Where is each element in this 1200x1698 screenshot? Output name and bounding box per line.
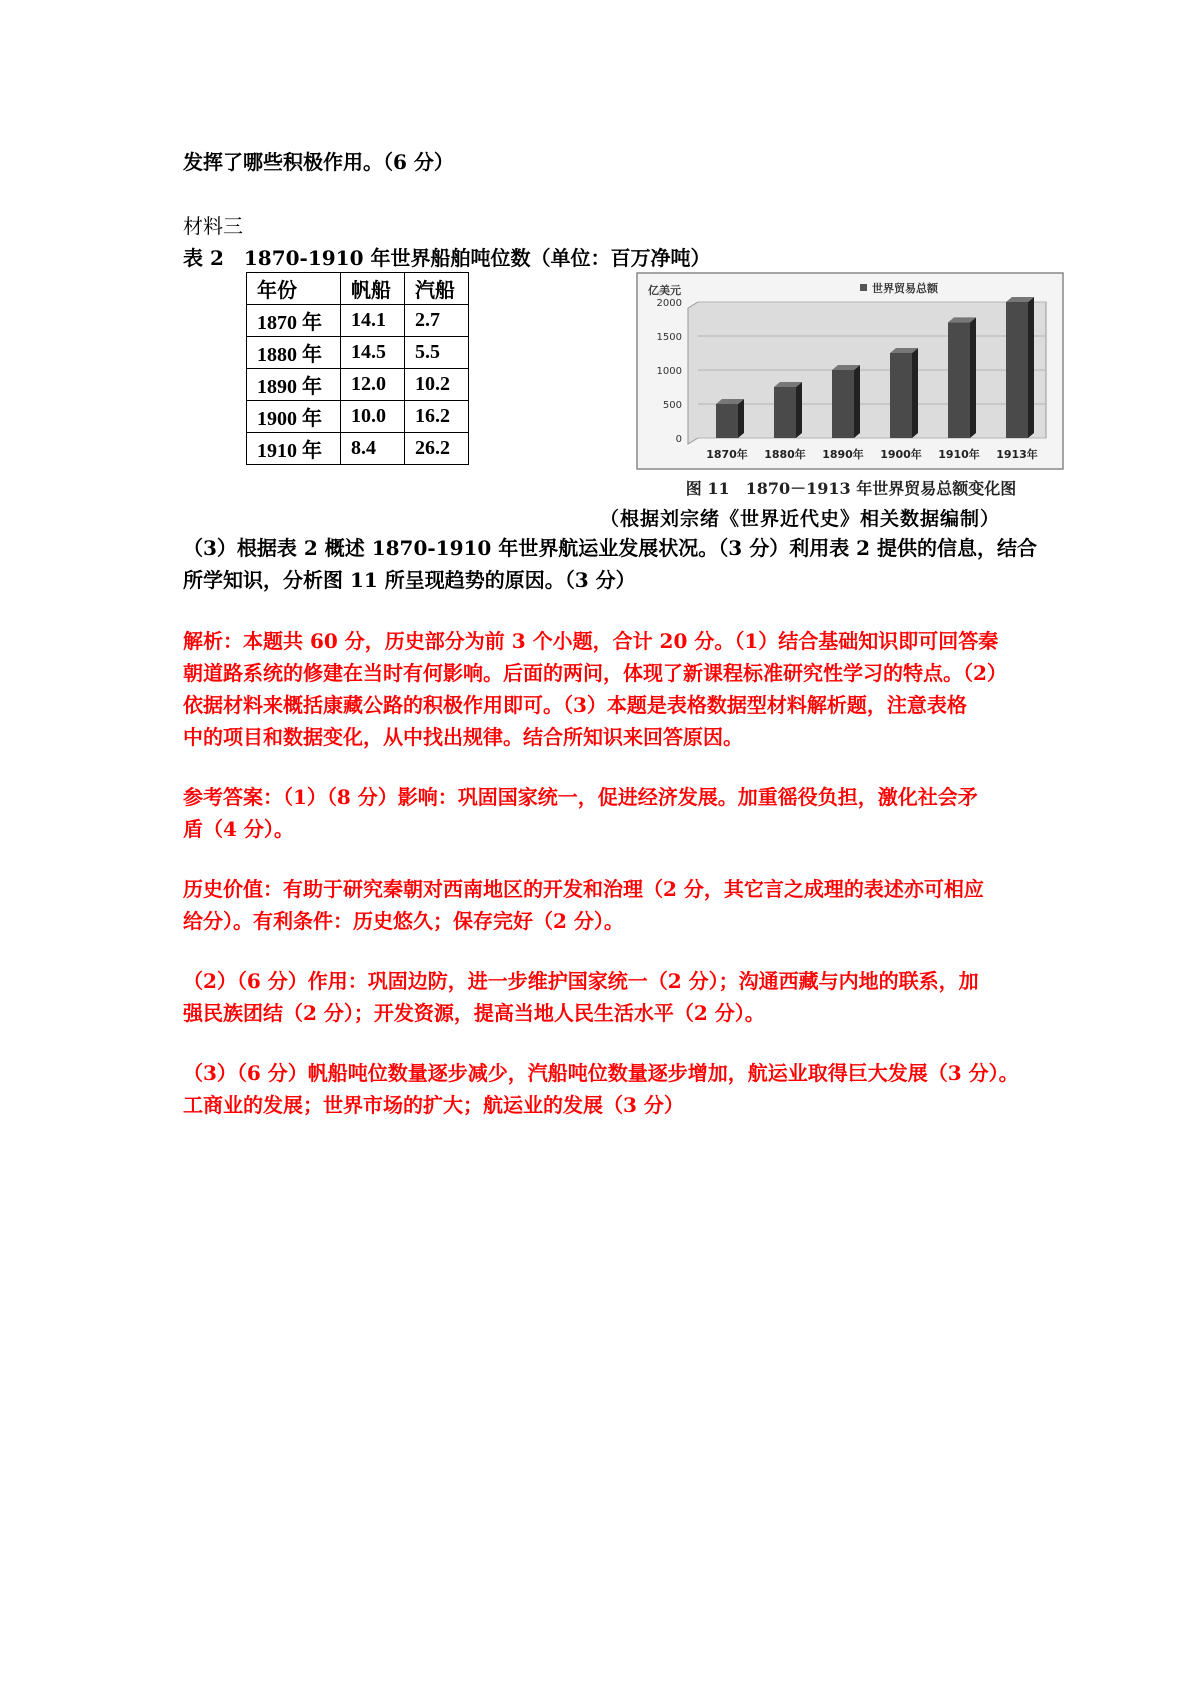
chart-title: 图 11 1870－1913 年世界贸易总额变化图 <box>685 479 1017 498</box>
answer1-line: 盾（4 分）。 <box>183 817 294 841</box>
answer-value-line: 历史价值：有助于研究秦朝对西南地区的开发和治理（2 分，其它言之成理的表述亦可相应 <box>183 877 984 901</box>
ship-tonnage-table <box>246 272 469 465</box>
answer2-line: 强民族团结（2 分）；开发资源，提高当地人民生活水平（2 分）。 <box>183 1001 765 1025</box>
intro-line: 发挥了哪些积极作用。（6 分） <box>183 150 454 174</box>
table-cell: 5.5 <box>405 337 469 369</box>
material-title: 材料三 <box>183 214 243 238</box>
table-cell: 2.7 <box>405 305 469 337</box>
table-cell: 10.0 <box>341 401 405 433</box>
table-cell: 12.0 <box>341 369 405 401</box>
table-cell: 1880 年 <box>247 337 341 369</box>
y-axis-label: 亿美元 <box>648 284 681 297</box>
answer3-line: （3）（6 分）帆船吨位数量逐步减少，汽船吨位数量逐步增加，航运业取得巨大发展（3 分）。 <box>183 1061 1019 1085</box>
table-cell: 8.4 <box>341 433 405 465</box>
table-row <box>247 369 469 401</box>
y-tick-label: 1000 <box>656 366 682 377</box>
y-tick-label: 0 <box>675 434 682 445</box>
legend-swatch <box>860 284 867 291</box>
table-header-cell: 汽船 <box>405 273 469 305</box>
y-tick-label: 500 <box>662 400 682 411</box>
table-row <box>247 401 469 433</box>
x-tick-label: 1880年 <box>764 448 806 461</box>
question3-line2: 所学知识，分析图 11 所呈现趋势的原因。（3 分） <box>183 568 636 592</box>
answer2-line: （2）（6 分）作用：巩固边防，进一步维护国家统一（2 分）；沟通西藏与内地的联系，加 <box>183 969 979 993</box>
table-header-cell: 帆船 <box>341 273 405 305</box>
x-tick-label: 1870年 <box>706 448 748 461</box>
analysis-line: 中的项目和数据变化，从中找出规律。结合所知识来回答原因。 <box>183 725 743 749</box>
legend-label: 世界贸易总额 <box>872 282 938 295</box>
analysis-line: 朝道路系统的修建在当时有何影响。后面的两问，体现了新课程标准研究性学习的特点。（2） <box>183 661 1007 685</box>
bar <box>716 404 738 438</box>
bar <box>1006 302 1028 438</box>
table-cell: 1910 年 <box>247 433 341 465</box>
table-header-row <box>247 273 469 305</box>
trade-chart-svg <box>636 272 1066 504</box>
table-cell: 10.2 <box>405 369 469 401</box>
analysis-line: 依据材料来概括康藏公路的积极作用即可。（3）本题是表格数据型材料解析题，注意表格 <box>183 693 967 717</box>
bar-side <box>738 399 744 438</box>
bar-side <box>970 317 976 438</box>
x-tick-label: 1900年 <box>880 448 922 461</box>
bar-side <box>912 348 918 438</box>
table-cell: 1890 年 <box>247 369 341 401</box>
table-header-cell: 年份 <box>247 273 341 305</box>
table-row <box>247 305 469 337</box>
y-tick-label: 2000 <box>656 298 682 309</box>
bar-side <box>796 382 802 438</box>
table-cell: 1870 年 <box>247 305 341 337</box>
table-cell: 14.1 <box>341 305 405 337</box>
table-cell: 1900 年 <box>247 401 341 433</box>
table-caption: 表 2 1870-1910 年世界船舶吨位数（单位：百万净吨） <box>183 246 711 270</box>
analysis-line: 解析：本题共 60 分，历史部分为前 3 个小题，合计 20 分。（1）结合基础知识即可回答秦 <box>183 629 999 653</box>
x-tick-label: 1890年 <box>822 448 864 461</box>
bar <box>832 370 854 438</box>
answer1-line: 参考答案：（1）（8 分）影响：巩固国家统一，促进经济发展。加重徭役负担，激化社会矛 <box>183 785 978 809</box>
table-row <box>247 433 469 465</box>
question3-line1: （3）根据表 2 概述 1870-1910 年世界航运业发展状况。（3 分）利用表 2 提供的信息，结合 <box>183 536 1038 560</box>
table-cell: 14.5 <box>341 337 405 369</box>
table-cell: 26.2 <box>405 433 469 465</box>
bar-side <box>1028 297 1034 438</box>
bar <box>948 322 970 438</box>
answer3-line: 工商业的发展；世界市场的扩大；航运业的发展（3 分） <box>183 1093 684 1117</box>
bar <box>890 353 912 438</box>
table-cell: 16.2 <box>405 401 469 433</box>
y-tick-label: 1500 <box>656 332 682 343</box>
source-note: （根据刘宗绪《世界近代史》相关数据编制） <box>600 508 1001 530</box>
x-tick-label: 1913年 <box>996 448 1038 461</box>
x-tick-label: 1910年 <box>938 448 980 461</box>
table-row <box>247 337 469 369</box>
answer-value-line: 给分）。有利条件：历史悠久；保存完好（2 分）。 <box>183 909 624 933</box>
bar <box>774 387 796 438</box>
bar-side <box>854 365 860 438</box>
trade-chart <box>636 272 1066 504</box>
